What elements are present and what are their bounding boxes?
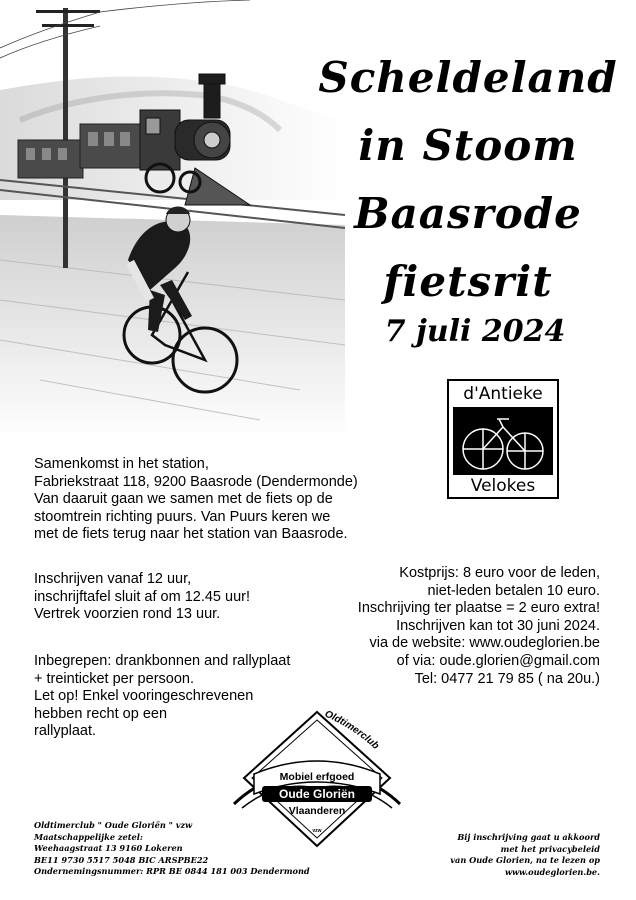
included-line: Let op! Enkel vooringeschrevenen — [34, 688, 254, 705]
title-line-3: Baasrode — [354, 189, 582, 238]
included-line: Inbegrepen: drankbonnen and rallyplaat — [34, 653, 291, 669]
registration-info — [34, 571, 250, 624]
logo-bottom-text: Velokes — [470, 476, 536, 496]
event-date: 7 juli 2024 — [384, 314, 566, 349]
title-line-1: Scheldeland — [318, 53, 618, 102]
price-line: Kostprijs: 8 euro voor de leden, — [399, 565, 600, 581]
phone-line: Tel: 0477 21 79 85 ( na 20u.) — [414, 670, 600, 687]
emblem-line-2: Oude Gloriën — [278, 787, 356, 801]
emblem-line-1: Mobiel erfgoed — [279, 771, 355, 783]
emblem-arc-text: Oldtimerclub — [322, 708, 381, 752]
meeting-line: Samenkomst in het station, — [34, 456, 209, 472]
footer-left-line: Ondernemingsnummer: RPR BE 0844 181 003 Dendermond — [34, 866, 310, 876]
meeting-line: Fabriekstraat 118, 9200 Baasrode (Dendermonde) — [34, 473, 358, 490]
title-line-4: fietsrit — [383, 257, 553, 306]
footer-left-line: BE11 9730 5517 5048 BIC ARSPBE22 — [34, 854, 209, 865]
emblem-line-3: Vlaanderen — [288, 805, 346, 817]
train-cyclist-illustration — [0, 0, 345, 440]
meeting-line: stoomtrein richting puurs. Van Puurs keren we — [34, 508, 331, 525]
registration-line: Inschrijven vanaf 12 uur, — [34, 571, 192, 587]
included-line: hebben recht op een — [34, 705, 168, 722]
footer-right-line: www.oudeglorien.be. — [504, 866, 600, 877]
event-title — [300, 44, 636, 316]
footer-club-details — [34, 820, 310, 878]
footer-privacy-note — [450, 832, 600, 878]
included-line: + treinticket per persoon. — [34, 670, 194, 687]
antieke-velokes-logo — [447, 379, 559, 499]
title-line-2: in Stoom — [358, 121, 578, 170]
website-line: via de website: www.oudeglorien.be — [369, 635, 600, 652]
meeting-info — [34, 456, 358, 544]
emblem-vzw: vzw — [312, 828, 322, 834]
footer-right-line: Bij inschrijving gaat u akkoord — [457, 832, 600, 842]
registration-line: Vertrek voorzien rond 13 uur. — [34, 606, 221, 623]
footer-right-line: van Oude Glorien, na te lezen op — [450, 855, 600, 865]
price-line: Inschrijving ter plaatse = 2 euro extra! — [357, 600, 600, 617]
registration-line: inschrijftafel sluit af om 12.45 uur! — [34, 588, 250, 605]
footer-right-line: met het privacybeleid — [500, 843, 600, 854]
price-line: niet-leden betalen 10 euro. — [427, 582, 600, 599]
footer-left-line: Maatschappelijke zetel: — [34, 831, 143, 842]
logo-top-text: d'Antieke — [463, 384, 543, 404]
meeting-line: met de fiets terug naar het station van Baasrode. — [34, 526, 348, 543]
meeting-line: Van daaruit gaan we samen met de fiets op de — [34, 491, 333, 508]
footer-left-line: Weehaagstraat 13 9160 Lokeren — [34, 843, 183, 853]
included-line: rallyplaat. — [34, 723, 97, 740]
footer-left-line: Oldtimerclub " Oude Gloriën " vzw — [34, 820, 193, 830]
penny-farthing-icon — [453, 407, 553, 475]
price-line: Inschrijven kan tot 30 juni 2024. — [396, 617, 600, 634]
email-line: of via: oude.glorien@gmail.com — [396, 652, 600, 669]
price-contact-info — [358, 565, 600, 688]
